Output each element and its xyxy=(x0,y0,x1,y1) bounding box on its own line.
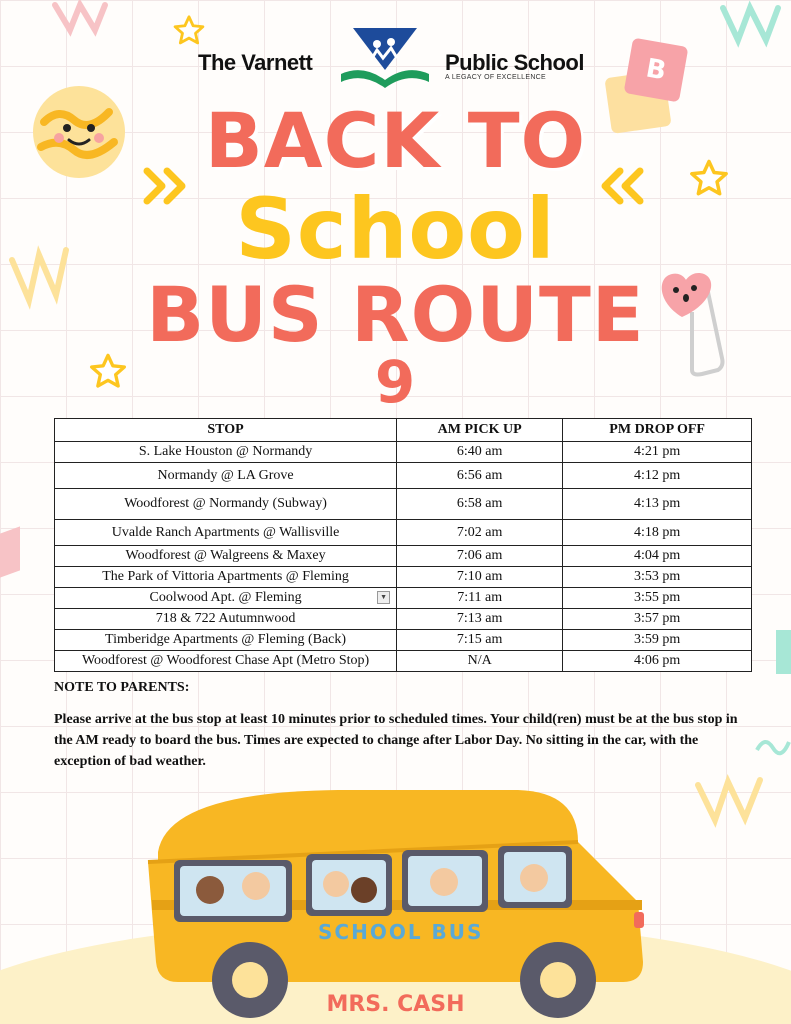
squiggle-icon xyxy=(50,0,120,40)
star-icon xyxy=(172,14,206,48)
pm-cell: 4:18 pm xyxy=(563,520,752,546)
am-cell: 6:58 am xyxy=(397,489,563,520)
squiggle-icon xyxy=(718,0,791,50)
stop-cell: 718 & 722 Autumnwood xyxy=(55,609,397,630)
note-heading: NOTE TO PARENTS: xyxy=(54,680,190,695)
header-stop: STOP xyxy=(55,419,397,442)
edge-shape-icon xyxy=(776,630,791,674)
school-tagline: A LEGACY OF EXCELLENCE xyxy=(445,74,547,81)
header-pm-drop-off: PM DROP OFF xyxy=(563,419,752,442)
pm-cell: 3:55 pm xyxy=(563,588,752,609)
am-cell: 7:06 am xyxy=(397,546,563,567)
stop-cell: S. Lake Houston @ Normandy xyxy=(55,442,397,463)
am-cell: 7:10 am xyxy=(397,567,563,588)
signature: MRS. CASH xyxy=(326,992,465,1017)
table-header-row xyxy=(55,419,752,442)
pm-cell: 3:57 pm xyxy=(563,609,752,630)
dropdown-arrow-icon[interactable]: ▼ xyxy=(377,591,390,604)
title-route-number: 9 xyxy=(374,348,417,416)
header-am-pick-up: AM PICK UP xyxy=(397,419,563,442)
stop-cell: Woodforest @ Normandy (Subway) xyxy=(55,489,397,520)
title-bus-route: BUS ROUTE xyxy=(146,270,645,359)
stop-cell xyxy=(55,588,397,609)
table-row xyxy=(55,567,752,588)
school-name-left: The Varnett xyxy=(198,50,313,75)
table-row xyxy=(55,520,752,546)
table-row xyxy=(55,588,752,609)
school-logo-icon xyxy=(335,24,435,90)
pm-cell: 3:59 pm xyxy=(563,630,752,651)
pm-cell: 3:53 pm xyxy=(563,567,752,588)
squiggle-icon xyxy=(690,770,780,830)
bus-label: SCHOOL BUS xyxy=(318,920,484,944)
stop-cell-text: Coolwood Apt. @ Fleming xyxy=(149,590,302,605)
table-row xyxy=(55,489,752,520)
am-cell: 6:56 am xyxy=(397,463,563,489)
pm-cell: 4:13 pm xyxy=(563,489,752,520)
edge-shape-icon xyxy=(0,526,20,577)
stop-cell: Timberidge Apartments @ Fleming (Back) xyxy=(55,630,397,651)
table-row xyxy=(55,630,752,651)
table-row xyxy=(55,442,752,463)
stop-cell: Normandy @ LA Grove xyxy=(55,463,397,489)
am-cell: 7:13 am xyxy=(397,609,563,630)
pm-cell: 4:12 pm xyxy=(563,463,752,489)
am-cell: 6:40 am xyxy=(397,442,563,463)
table-row xyxy=(55,546,752,567)
pm-cell: 4:06 pm xyxy=(563,651,752,672)
title-school: School xyxy=(235,180,556,278)
stop-cell: The Park of Vittoria Apartments @ Fleming xyxy=(55,567,397,588)
am-cell: 7:11 am xyxy=(397,588,563,609)
am-cell: 7:02 am xyxy=(397,520,563,546)
bus-schedule-table xyxy=(54,418,752,672)
pm-cell: 4:21 pm xyxy=(563,442,752,463)
table-row xyxy=(55,609,752,630)
squiggle-icon xyxy=(755,730,791,760)
am-cell: 7:15 am xyxy=(397,630,563,651)
stop-cell: Woodforest @ Walgreens & Maxey xyxy=(55,546,397,567)
table-row xyxy=(55,463,752,489)
title-back-to: BACK TO xyxy=(204,96,587,185)
stop-cell: Uvalde Ranch Apartments @ Wallisville xyxy=(55,520,397,546)
toy-block-icon: B xyxy=(624,38,689,103)
school-name-right: Public School xyxy=(445,50,584,75)
pm-cell: 4:04 pm xyxy=(563,546,752,567)
stop-cell: Woodforest @ Woodforest Chase Apt (Metro Stop) xyxy=(55,651,397,672)
table-row xyxy=(55,651,752,672)
school-bus-icon xyxy=(138,782,658,1024)
note-body: Please arrive at the bus stop at least 10 minutes prior to scheduled times. Your child(ren) must be at the bus stop in the AM ready to board the bus. Times are expected to change after Labor Day. No sitting in the car, with the exception of bad weather. xyxy=(54,712,738,769)
am-cell: N/A xyxy=(397,651,563,672)
